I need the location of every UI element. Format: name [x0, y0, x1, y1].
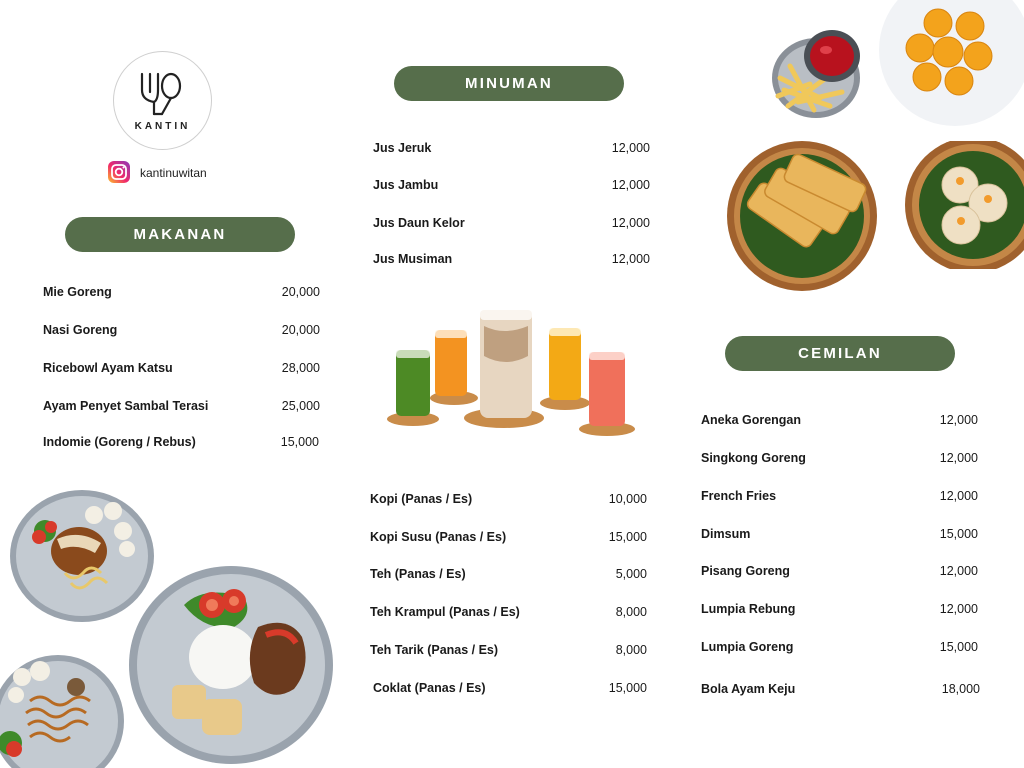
item-price: 5,000	[615, 567, 647, 581]
instagram-handle[interactable]: kantinuwitan	[140, 166, 207, 180]
item-name: Ayam Penyet Sambal Terasi	[43, 399, 209, 413]
item-price: 12,000	[939, 451, 978, 465]
menu-item	[373, 681, 647, 697]
menu-item	[701, 451, 978, 467]
item-name: French Fries	[701, 489, 777, 503]
fork-spoon-icon	[114, 52, 211, 149]
menu-item	[43, 323, 320, 339]
item-price: 15,000	[939, 640, 978, 654]
menu-item	[370, 492, 647, 508]
menu-item	[373, 178, 650, 194]
menu-item	[370, 643, 647, 659]
item-name: Teh Tarik (Panas / Es)	[370, 643, 499, 657]
menu-item	[43, 399, 320, 415]
fries-photo	[770, 26, 864, 122]
menu-item	[373, 216, 650, 232]
instagram-icon[interactable]	[107, 160, 131, 184]
item-price: 20,000	[281, 323, 320, 337]
section-title-minuman: MINUMAN	[394, 66, 624, 101]
item-price: 15,000	[608, 530, 647, 544]
item-name: Bola Ayam Keju	[701, 682, 796, 696]
item-name: Teh (Panas / Es)	[370, 567, 466, 581]
menu-item	[373, 252, 650, 268]
item-price: 12,000	[611, 252, 650, 266]
item-name: Coklat (Panas / Es)	[373, 681, 486, 695]
item-price: 15,000	[280, 435, 319, 449]
menu-item	[370, 530, 647, 546]
item-name: Pisang Goreng	[701, 564, 790, 578]
item-price: 10,000	[608, 492, 647, 506]
lumpia-photo	[725, 140, 880, 293]
menu-item	[43, 361, 320, 377]
item-price: 8,000	[615, 605, 647, 619]
item-name: Jus Jambu	[373, 178, 439, 192]
item-name: Jus Jeruk	[373, 141, 432, 155]
menu-item	[701, 564, 978, 580]
item-price: 20,000	[281, 285, 320, 299]
menu-item	[373, 141, 650, 157]
menu-item	[701, 527, 978, 543]
item-name: Aneka Gorengan	[701, 413, 802, 427]
menu-item	[370, 605, 647, 621]
item-price: 12,000	[939, 602, 978, 616]
item-price: 12,000	[939, 413, 978, 427]
item-name: Ricebowl Ayam Katsu	[43, 361, 173, 375]
item-name: Lumpia Rebung	[701, 602, 796, 616]
item-name: Kopi Susu (Panas / Es)	[370, 530, 507, 544]
dimsum-photo	[903, 141, 1024, 269]
menu-item	[43, 285, 320, 301]
item-name: Jus Musiman	[373, 252, 453, 266]
mie-goreng-photo	[0, 651, 124, 768]
brand-logo	[113, 51, 212, 150]
ayam-penyet-photo	[128, 565, 334, 765]
item-name: Indomie (Goreng / Rebus)	[43, 435, 196, 449]
item-price: 12,000	[611, 141, 650, 155]
item-price: 12,000	[939, 564, 978, 578]
item-price: 28,000	[281, 361, 320, 375]
item-name: Mie Goreng	[43, 285, 112, 299]
item-price: 15,000	[939, 527, 978, 541]
section-title-makanan: MAKANAN	[65, 217, 295, 252]
item-name: Jus Daun Kelor	[373, 216, 465, 230]
section-title-cemilan: CEMILAN	[725, 336, 955, 371]
item-name: Teh Krampul (Panas / Es)	[370, 605, 520, 619]
menu-item	[701, 602, 978, 618]
item-name: Singkong Goreng	[701, 451, 806, 465]
item-price: 12,000	[939, 489, 978, 503]
menu-item	[701, 640, 978, 656]
item-price: 8,000	[615, 643, 647, 657]
item-price: 18,000	[941, 682, 980, 696]
brand-name: KANTIN	[134, 121, 191, 132]
menu-item	[701, 413, 978, 429]
item-name: Dimsum	[701, 527, 751, 541]
menu-item	[701, 682, 980, 698]
item-price: 12,000	[611, 216, 650, 230]
item-name: Kopi (Panas / Es)	[370, 492, 473, 506]
drinks-photo	[384, 306, 640, 440]
item-name: Nasi Goreng	[43, 323, 118, 337]
menu-item	[43, 435, 319, 451]
item-price: 25,000	[281, 399, 320, 413]
cheese-balls-photo	[875, 0, 1024, 126]
item-name: Lumpia Goreng	[701, 640, 794, 654]
menu-item	[701, 489, 978, 505]
item-price: 12,000	[611, 178, 650, 192]
menu-item	[370, 567, 647, 583]
item-price: 15,000	[608, 681, 647, 695]
